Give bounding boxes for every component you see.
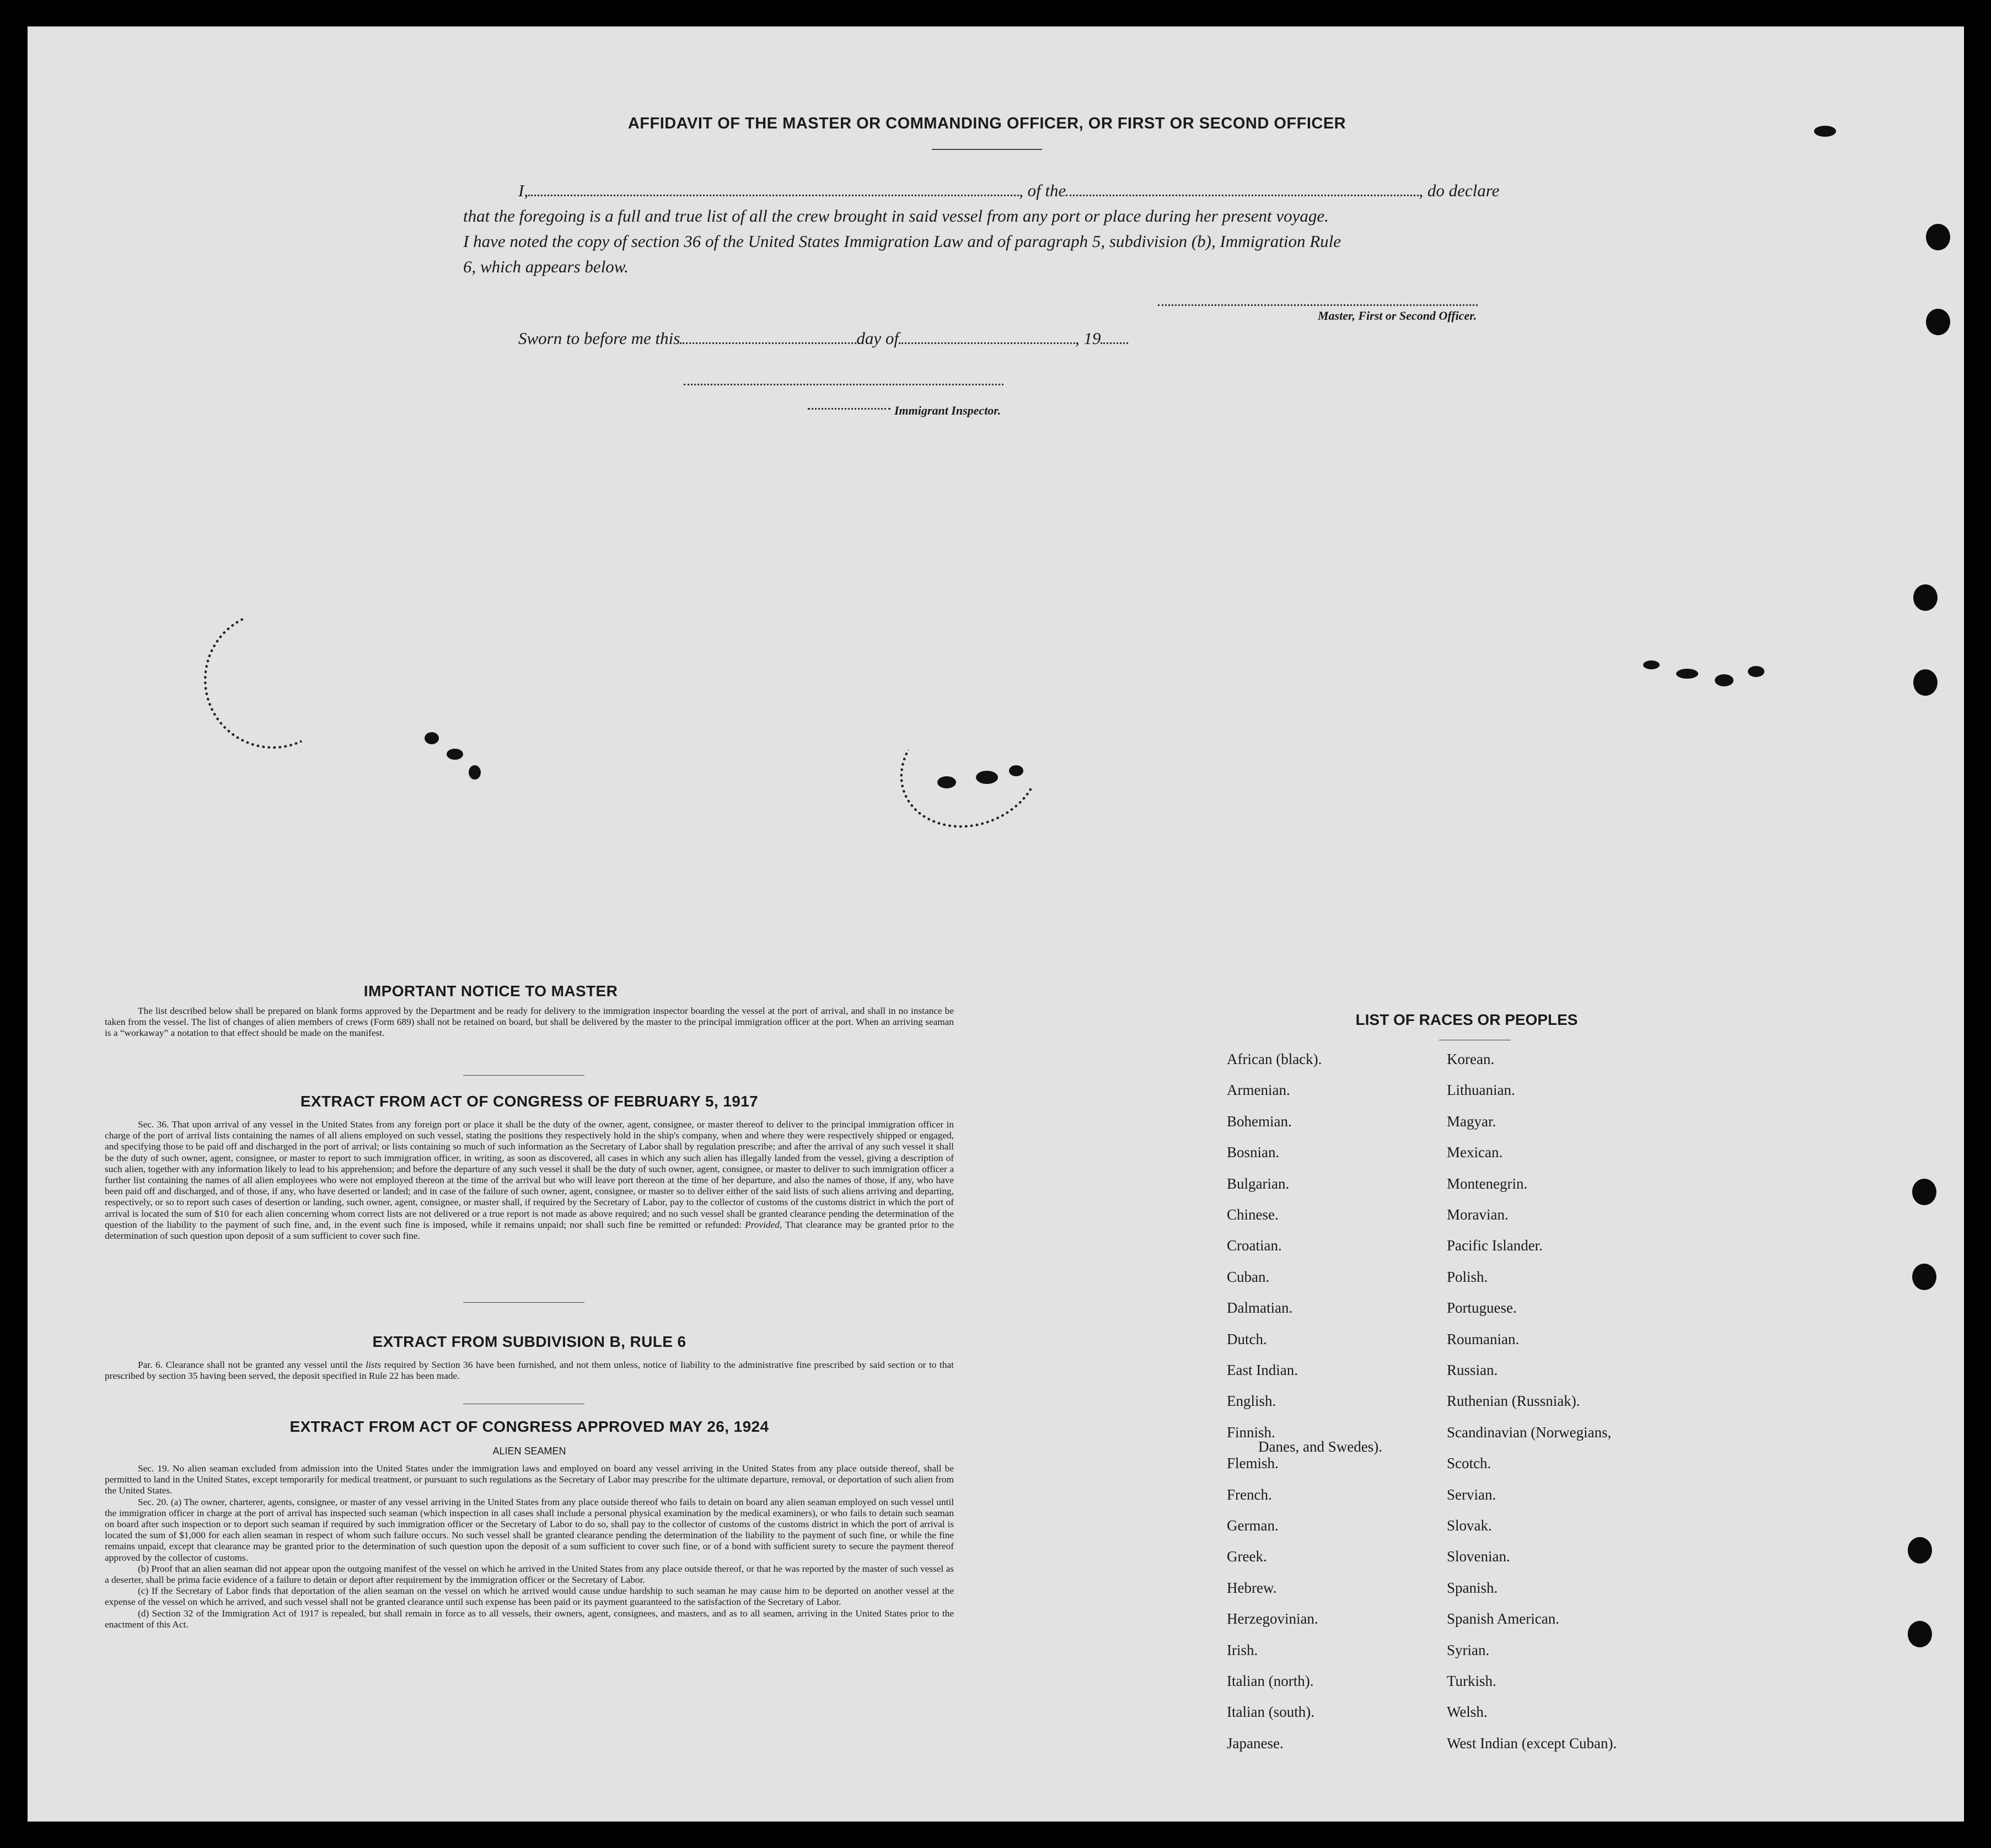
extract-1924-body bbox=[105, 1463, 954, 1630]
race-item: Spanish American. bbox=[1447, 1610, 1559, 1627]
rule6-body bbox=[105, 1360, 954, 1382]
sec36-paragraph bbox=[105, 1119, 954, 1242]
notice-title: IMPORTANT NOTICE TO MASTER bbox=[363, 982, 618, 1000]
race-item: Irish. bbox=[1227, 1641, 1258, 1658]
sec20a-paragraph: Sec. 20. (a) The owner, charterer, agents, consignee, or master of any vessel arriving in the United States from any place outside thereof who fails to detain on board any alien seaman employed on such vessel until the immigration officer in charge at the port of arrival has inspected such seaman (which inspection in all cases shall include a personal physical examination by the medical examiners), or who fails to detain such seaman on board after such inspection or to deport such seaman if required by such immigration officer or the Secretary of Labor to do so, shall pay to the collector of customs of the customs district in which the port of arrival is located the sum of $1,000 for each alien seaman in respect of whom such failure occurs. No such vessel shall be granted clearance pending the determination of the liability to the payment of such fine, or while the fine remains unpaid, except that clearance may be granted prior to the determination of such question upon the deposit of a sum sufficient to cover such fine, or of a bond with sufficient surety to secure the payment thereof approved by the collector of customs. bbox=[105, 1496, 954, 1563]
divider bbox=[932, 149, 1042, 150]
punch-hole bbox=[1926, 224, 1950, 250]
race-item: Turkish. bbox=[1447, 1673, 1496, 1689]
punch-hole bbox=[1926, 309, 1950, 335]
sec20c-paragraph: (c) If the Secretary of Labor finds that deportation of the alien seaman on the vessel on which he arrived would cause undue hardship to such seaman he may cause him to be deported on another vessel at the expense of the vessel on which he arrived, and such vessel shall not be granted clearance until such expense has been paid or its payment guaranteed to the satisfaction of the Secretary of Labor. bbox=[105, 1586, 954, 1608]
affidavit-of-label: , of the bbox=[1019, 181, 1066, 200]
sec19-paragraph: Sec. 19. No alien seaman excluded from admission into the United States under the immigration laws and employed on board any vessel arriving in the United States from any place outside thereof, shall be permitted to land in the United States, except temporarily for medical treatment, or pursuant to such regulations as the Secretary of Labor may prescribe for the ultimate departure, removal, or deportation of such alien from the United States. bbox=[105, 1463, 954, 1496]
race-item: Flemish. bbox=[1227, 1455, 1279, 1472]
race-item: Portuguese. bbox=[1447, 1299, 1517, 1317]
inspector-signature-blank bbox=[684, 379, 1003, 385]
race-item: Finnish. bbox=[1227, 1423, 1275, 1441]
day-blank bbox=[680, 338, 856, 344]
race-item: Moravian. bbox=[1447, 1206, 1509, 1223]
punch-hole bbox=[1908, 1537, 1932, 1564]
race-item: Korean. bbox=[1447, 1051, 1495, 1067]
race-item: Bulgarian. bbox=[1227, 1175, 1290, 1192]
race-item: Armenian. bbox=[1227, 1082, 1290, 1099]
ink-blot bbox=[425, 732, 439, 744]
affidavit-line-1 bbox=[518, 181, 1499, 201]
alien-seamen-subtitle: ALIEN SEAMEN bbox=[492, 1446, 566, 1457]
race-item: Spanish. bbox=[1447, 1579, 1498, 1596]
sworn-line bbox=[518, 329, 1128, 348]
name-blank bbox=[528, 190, 1019, 196]
punch-hole bbox=[1912, 1264, 1936, 1290]
race-item: Danes, and Swedes). bbox=[1258, 1438, 1382, 1455]
race-item: African (black). bbox=[1227, 1051, 1322, 1067]
race-item: Japanese. bbox=[1227, 1734, 1284, 1752]
ink-blot bbox=[447, 749, 463, 760]
affidavit-line-2: that the foregoing is a full and true list of all the crew brought in said vessel from any port or place during her present voyage. bbox=[463, 206, 1329, 225]
ink-blot bbox=[1715, 674, 1734, 686]
race-item: Greek. bbox=[1227, 1548, 1267, 1565]
race-item: Syrian. bbox=[1447, 1641, 1490, 1658]
race-item: Montenegrin. bbox=[1447, 1175, 1528, 1192]
race-item: Cuban. bbox=[1227, 1268, 1270, 1285]
stamp-bleed-mark bbox=[883, 689, 1058, 847]
race-item: Bosnian. bbox=[1227, 1144, 1280, 1161]
race-item: Welsh. bbox=[1447, 1704, 1488, 1721]
ink-blot bbox=[976, 771, 998, 784]
race-item: Slovak. bbox=[1447, 1517, 1492, 1534]
race-item: Lithuanian. bbox=[1447, 1082, 1515, 1099]
affidavit-title: AFFIDAVIT OF THE MASTER OR COMMANDING OFFICER, OR FIRST OR SECOND OFFICER bbox=[627, 115, 1346, 132]
stamp-bleed-mark bbox=[185, 592, 361, 768]
race-item: West Indian (except Cuban). bbox=[1447, 1734, 1617, 1752]
punch-hole bbox=[1913, 669, 1938, 696]
ink-blot bbox=[1676, 669, 1698, 679]
vessel-blank bbox=[1066, 190, 1419, 196]
day-of-label: day of bbox=[856, 329, 899, 348]
extract-1924-title: EXTRACT FROM ACT OF CONGRESS APPROVED MAY 26, 1924 bbox=[289, 1418, 769, 1435]
ink-blot bbox=[1643, 660, 1660, 669]
sec20d-paragraph: (d) Section 32 of the Immigration Act of 1917 is repealed, but shall remain in force as to all vessels, their owners, agent, consignees, and masters, and as to all seamen, arriving in the United States prior to the enactment of this Act. bbox=[105, 1608, 954, 1630]
race-item: Magyar. bbox=[1447, 1113, 1496, 1130]
race-item: Roumanian. bbox=[1447, 1330, 1520, 1347]
punch-hole bbox=[1913, 584, 1938, 611]
race-item: Italian (south). bbox=[1227, 1704, 1314, 1721]
race-item: Scotch. bbox=[1447, 1455, 1491, 1472]
divider bbox=[463, 1075, 584, 1076]
affidavit-declare-label: , do declare bbox=[1419, 181, 1500, 200]
notice-paragraph: The list described below shall be prepared on blank forms approved by the Department and be ready for delivery to the immigration inspector boarding the vessel at the port of arrival, and shall in no instance be taken from the vessel. The list of changes of alien members of crews (Form 689) shall not be retained on board, but shall be delivered by the master to the principal immigration officer at the port. When an arriving seaman is a “workaway” a notation to that effect should be made on the manifest. bbox=[105, 1006, 954, 1039]
race-item: Hebrew. bbox=[1227, 1579, 1277, 1596]
sec36-text: Sec. 36. That upon arrival of any vessel in the United States from any foreign port or place it shall be the duty of the owner, agent, consignee, or master thereof to deliver to the principal immigration officer in charge of the port of arrival lists containing the names of all aliens employed on such vessel, stating the positions they respectively hold in the ship's company, when and where they were respectively shipped or engaged, and specifying those to be paid off and discharged in the port of arrival; or lists containing so much of such information as the Secretary of Labor shall by regulation prescribe; and after the arrival of any such vessel it shall be the duty of such owner, agent, consignee, or master to report to such immigration officer, in writing, as soon as discovered, all cases in which any such alien has illegally landed from the vessel, giving a description of such alien, together with any information likely to lead to his apprehension; and before the departure of any such vessel it shall be the duty of such owner, agent, consignee, or master to deliver to such immigration officer a further list containing the names of all alien employees who were not employed thereon at the time of the arrival but who will leave port thereon at the time of her departure, and also the names of those, if any, who have been paid off and discharged, and of those, if any, who have deserted or landed; and in case of the failure of such owner, agent, consignee, or master so to deliver either of the said lists of such aliens arriving and departing, respectively, or so to report such cases of desertion or landing, such owner, agent, consignee, or master shall, if required by the Secretary of Labor, pay to the collector of customs of the customs district in which the port of arrival is located the sum of $10 for each alien concerning whom correct lists are not delivered or a true report is not made as above required; and no such vessel shall be granted clearance pending the determination of the question of the liability to the payment of such fine, and, in the event such fine is imposed, while it remains unpaid; nor shall such fine be remitted or refunded: bbox=[105, 1119, 954, 1230]
year-label: , 19 bbox=[1075, 329, 1101, 348]
sworn-label: Sworn to before me this bbox=[518, 329, 680, 348]
punch-hole bbox=[1908, 1621, 1932, 1647]
master-caption: Master, First or Second Officer. bbox=[1318, 309, 1477, 323]
ink-blot bbox=[469, 765, 481, 780]
sec36-text-end: That clearance may be granted prior to the determination of such question upon deposit of a sum sufficient to cover such fine. bbox=[105, 1219, 954, 1242]
extract-1917-body bbox=[105, 1119, 954, 1242]
race-item: German. bbox=[1227, 1517, 1279, 1534]
ink-blot bbox=[1009, 765, 1023, 776]
race-item: Chinese. bbox=[1227, 1206, 1279, 1223]
rule6-title: EXTRACT FROM SUBDIVISION B, RULE 6 bbox=[372, 1333, 686, 1350]
master-signature-blank bbox=[1158, 300, 1478, 306]
notice-body bbox=[105, 1006, 954, 1039]
race-item: Croatian. bbox=[1227, 1237, 1282, 1254]
race-item: English. bbox=[1227, 1393, 1276, 1410]
provided-word: Provided, bbox=[745, 1219, 782, 1230]
race-item: Scandinavian (Norwegians, bbox=[1447, 1423, 1612, 1441]
race-item: East Indian. bbox=[1227, 1362, 1298, 1378]
lists-word: lists bbox=[366, 1360, 381, 1370]
race-item: Herzegovinian. bbox=[1227, 1610, 1318, 1627]
ink-blot bbox=[1814, 126, 1836, 137]
race-item: Mexican. bbox=[1447, 1144, 1503, 1161]
race-item: Slovenian. bbox=[1447, 1548, 1510, 1565]
race-item: Polish. bbox=[1447, 1268, 1488, 1285]
race-item: French. bbox=[1227, 1486, 1272, 1503]
race-item: Italian (north). bbox=[1227, 1673, 1314, 1689]
race-item: Dalmatian. bbox=[1227, 1299, 1293, 1317]
extract-1917-title: EXTRACT FROM ACT OF CONGRESS OF FEBRUARY 5, 1917 bbox=[300, 1093, 759, 1110]
affidavit-line-4: 6, which appears below. bbox=[463, 257, 629, 276]
race-item: Ruthenian (Russniak). bbox=[1447, 1393, 1580, 1410]
divider bbox=[463, 1302, 584, 1303]
race-item: Pacific Islander. bbox=[1447, 1237, 1543, 1254]
ink-blot bbox=[1748, 666, 1764, 677]
sec20b-paragraph: (b) Proof that an alien seaman did not appear upon the outgoing manifest of the vessel on which he arrived in the United States from any place outside thereof, or that he was reported by the master of such vessel as a deserter, shall be prima facie evidence of a failure to detain or deport after requirement by the immigration officer or the Secretary of Labor. bbox=[105, 1563, 954, 1586]
race-item: Bohemian. bbox=[1227, 1113, 1292, 1130]
race-item: Dutch. bbox=[1227, 1330, 1267, 1347]
rule6-text-end: required by Section 36 have been furnished, and not them unless, notice of liability to the administrative fine prescribed by said section or to that prescribed by section 35 having been served, the deposit specified in Rule 22 has been made. bbox=[105, 1360, 954, 1382]
month-blank bbox=[899, 338, 1075, 344]
races-title: LIST OF RACES OR PEOPLES bbox=[1355, 1011, 1578, 1028]
race-item: Servian. bbox=[1447, 1486, 1496, 1503]
rule6-paragraph bbox=[105, 1360, 954, 1382]
inspector-prefix-blank bbox=[808, 404, 890, 410]
ink-blot bbox=[937, 776, 956, 788]
affidavit-i-label: I, bbox=[518, 181, 529, 200]
document-page bbox=[28, 26, 1964, 1822]
affidavit-line-3: I have noted the copy of section 36 of the United States Immigration Law and of paragraph 5, subdivision (b), Immigration Rule bbox=[463, 232, 1341, 251]
punch-hole bbox=[1912, 1179, 1936, 1205]
inspector-caption: Immigrant Inspector. bbox=[894, 404, 1001, 417]
rule6-text: Par. 6. Clearance shall not be granted any vessel until the bbox=[138, 1360, 363, 1370]
year-blank bbox=[1101, 338, 1128, 344]
race-item: Russian. bbox=[1447, 1362, 1498, 1378]
